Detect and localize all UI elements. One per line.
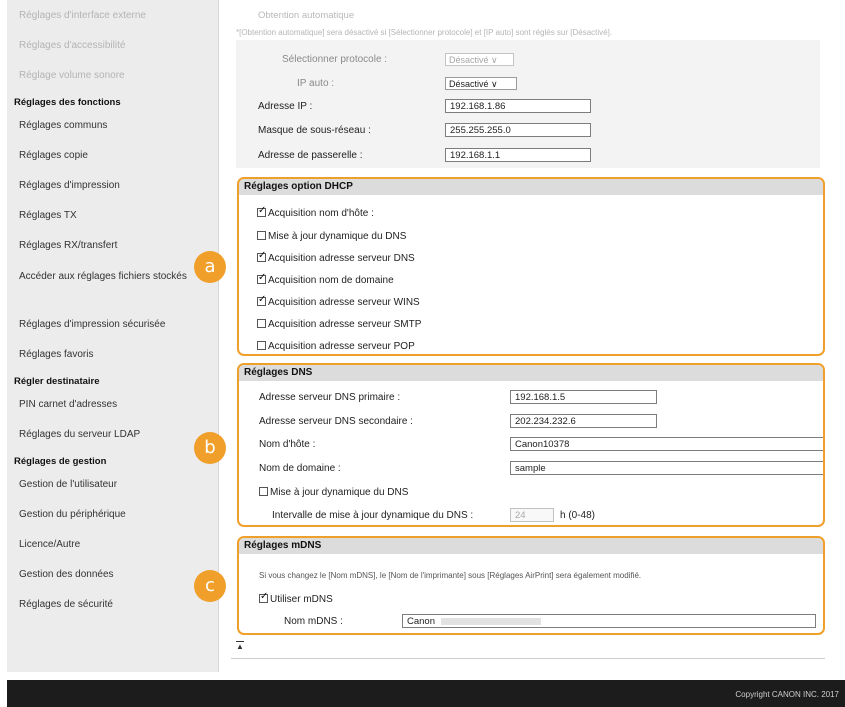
sidebar-item-ldap[interactable]: Réglages du serveur LDAP: [19, 429, 141, 440]
sidebar-heading-functions: Réglages des fonctions: [14, 97, 121, 108]
secondary-dns-input[interactable]: 202.234.232.6: [510, 414, 657, 428]
auto-obtain-note: *[Obtention automatique] sera désactivé si [Sélectionner protocole] et [IP auto] sont réglés sur [Désactivé].: [236, 28, 613, 37]
subnet-mask-input[interactable]: 255.255.255.0: [445, 123, 591, 137]
sidebar-item-tx[interactable]: Réglages TX: [19, 210, 77, 221]
sidebar-item-stored-files[interactable]: Accéder aux réglages fichiers stockés: [19, 271, 187, 282]
chevron-down-icon: ∨: [491, 55, 498, 65]
dhcp-option-smtp-server[interactable]: Acquisition adresse serveur SMTP: [257, 319, 421, 330]
dhcp-option-domain-name[interactable]: ✓Acquisition nom de domaine: [257, 275, 394, 286]
checkbox[interactable]: [257, 253, 266, 262]
subnet-mask-label: Masque de sous-réseau :: [258, 125, 371, 136]
sidebar-item-print[interactable]: Réglages d'impression: [19, 180, 120, 191]
sidebar-item-license[interactable]: Licence/Autre: [19, 539, 81, 550]
sidebar-item-security[interactable]: Réglages de sécurité: [19, 599, 113, 610]
sidebar-item-device-management[interactable]: Gestion du périphérique: [19, 509, 126, 520]
callout-badge-a: a: [194, 251, 226, 283]
dhcp-options-section: [237, 177, 825, 356]
mdns-settings-section: [237, 536, 825, 635]
footer: [7, 680, 845, 707]
protocol-label: Sélectionner protocole :: [282, 54, 388, 65]
gateway-label: Adresse de passerelle :: [258, 150, 363, 161]
dhcp-section-title: Réglages option DHCP: [239, 179, 823, 195]
checkbox[interactable]: [257, 341, 266, 350]
auto-obtain-label: Obtention automatique: [258, 10, 355, 21]
mdns-note: Si vous changez le [Nom mDNS], le [Nom de l'imprimante] sous [Réglages AirPrint] sera également modifié.: [259, 571, 642, 580]
dhcp-option-dynamic-dns[interactable]: Mise à jour dynamique du DNS: [257, 231, 406, 242]
sidebar-item-user-management[interactable]: Gestion de l'utilisateur: [19, 479, 118, 490]
secondary-dns-label: Adresse serveur DNS secondaire :: [259, 416, 413, 427]
sidebar-heading-destination: Régler destinataire: [14, 376, 100, 387]
checkbox[interactable]: [259, 594, 268, 603]
dynamic-dns-option[interactable]: Mise à jour dynamique du DNS: [259, 487, 408, 498]
ip-auto-label: IP auto :: [297, 78, 335, 89]
ip-auto-select[interactable]: Désactivé ∨: [445, 77, 517, 90]
primary-dns-input[interactable]: 192.168.1.5: [510, 390, 657, 404]
checkbox[interactable]: [257, 297, 266, 306]
checkbox[interactable]: [257, 208, 266, 217]
gateway-input[interactable]: 192.168.1.1: [445, 148, 591, 162]
dhcp-option-hostname[interactable]: ✓Acquisition nom d'hôte :: [257, 208, 374, 219]
sidebar-item-accessibility[interactable]: Réglages d'accessibilité: [19, 40, 126, 51]
mdns-name-label: Nom mDNS :: [284, 616, 343, 627]
dns-interval-input[interactable]: 24: [510, 508, 554, 522]
dns-interval-label: Intervalle de mise à jour dynamique du DNS :: [272, 510, 474, 521]
dns-interval-unit: h (0-48): [560, 510, 596, 521]
checkbox[interactable]: [259, 487, 268, 496]
sidebar-item-rx[interactable]: Réglages RX/transfert: [19, 240, 118, 251]
sidebar-heading-management: Réglages de gestion: [14, 456, 107, 467]
sidebar-item-copy[interactable]: Réglages copie: [19, 150, 88, 161]
checkbox[interactable]: [257, 319, 266, 328]
hostname-input[interactable]: Canon10378: [510, 437, 825, 451]
dns-settings-section: [237, 363, 825, 527]
sidebar: [7, 0, 219, 672]
protocol-select[interactable]: Désactivé ∨: [445, 53, 514, 66]
copyright-text: Copyright CANON INC. 2017: [735, 690, 839, 699]
sidebar-item-external-interface[interactable]: Réglages d'interface externe: [19, 10, 146, 21]
sidebar-item-favorites[interactable]: Réglages favoris: [19, 349, 94, 360]
back-to-top-icon[interactable]: ▲: [236, 642, 244, 651]
checkbox[interactable]: [257, 231, 266, 240]
callout-badge-b: b: [194, 432, 226, 464]
dhcp-option-pop-server[interactable]: Acquisition adresse serveur POP: [257, 341, 415, 352]
dns-section-title: Réglages DNS: [239, 365, 823, 381]
sidebar-item-common[interactable]: Réglages communs: [19, 120, 108, 131]
dhcp-option-wins-server[interactable]: ✓Acquisition adresse serveur WINS: [257, 297, 420, 308]
use-mdns-option[interactable]: ✓Utiliser mDNS: [259, 594, 333, 605]
ip-address-input[interactable]: 192.168.1.86: [445, 99, 591, 113]
checkbox[interactable]: [257, 275, 266, 284]
sidebar-item-data-management[interactable]: Gestion des données: [19, 569, 114, 580]
callout-badge-c: c: [194, 570, 226, 602]
dhcp-option-dns-server[interactable]: ✓Acquisition adresse serveur DNS: [257, 253, 415, 264]
ip-address-label: Adresse IP :: [258, 101, 313, 112]
divider: [231, 658, 825, 659]
primary-dns-label: Adresse serveur DNS primaire :: [259, 392, 401, 403]
domain-name-input[interactable]: sample: [510, 461, 825, 475]
hostname-label: Nom d'hôte :: [259, 439, 316, 450]
mdns-name-input[interactable]: Canon: [402, 614, 816, 628]
sidebar-item-volume[interactable]: Réglage volume sonore: [19, 70, 125, 81]
redacted-block: [441, 618, 541, 625]
chevron-down-icon: ∨: [491, 79, 498, 89]
mdns-section-title: Réglages mDNS: [239, 538, 823, 554]
sidebar-item-secure-print[interactable]: Réglages d'impression sécurisée: [19, 319, 166, 330]
domain-name-label: Nom de domaine :: [259, 463, 341, 474]
sidebar-item-address-pin[interactable]: PIN carnet d'adresses: [19, 399, 118, 410]
